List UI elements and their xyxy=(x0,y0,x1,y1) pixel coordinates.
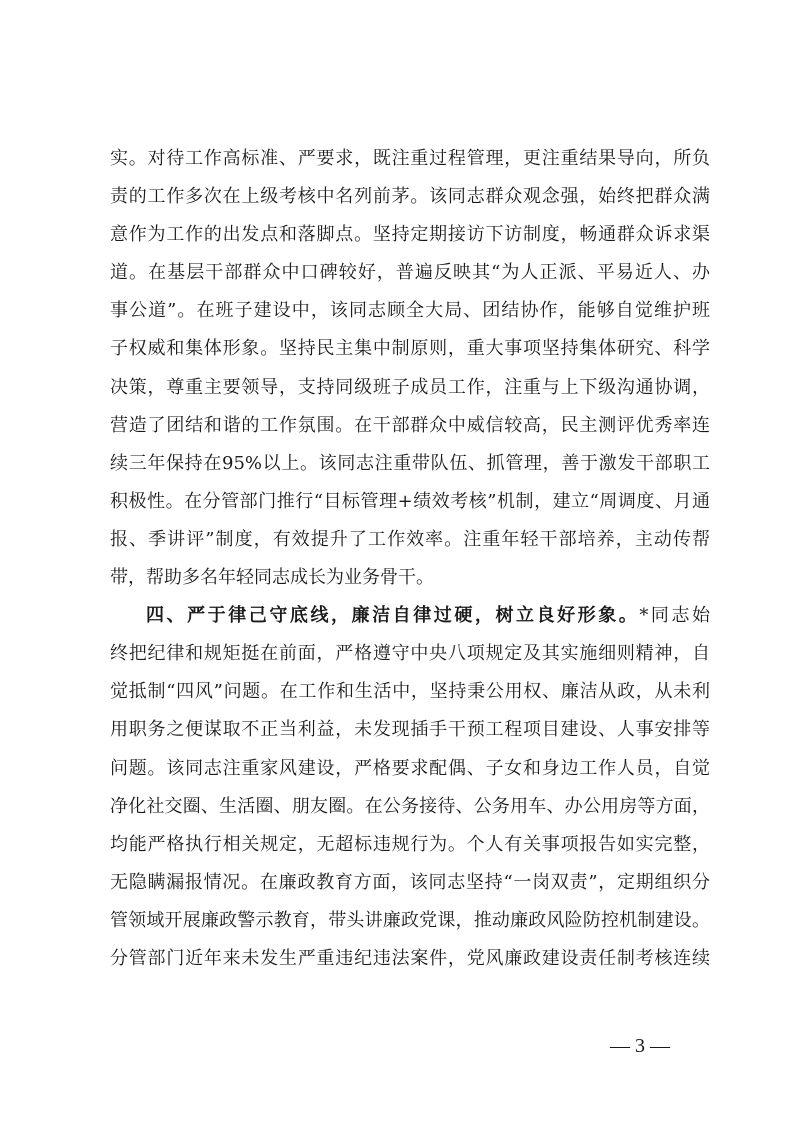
text-line: 觉抵制“四风”问题。在工作和生活中，坚持秉公用权、廉洁从政，从未利 xyxy=(110,681,710,703)
text-line: 责的工作多次在上级考核中名列前茅。该同志群众观念强，始终把群众满 xyxy=(110,186,710,208)
text-line: 无隐瞒漏报情况。在廉政教育方面，该同志坚持“一岗双责”，定期组织分 xyxy=(110,871,710,893)
text-line: 用职务之便谋取不正当利益，未发现插手干预工程项目建设、人事安排等 xyxy=(110,719,710,741)
text-line: 管领域开展廉政警示教育，带头讲廉政党课，推动廉政风险防控机制建设。 xyxy=(110,909,710,931)
section-heading: 四、严于律己守底线，廉洁自律过硬，树立良好形象。 xyxy=(146,605,640,627)
text-line: 终把纪律和规矩挺在前面，严格遵守中央八项规定及其实施细则精神，自 xyxy=(110,643,710,665)
text-line: 续三年保持在95%以上。该同志注重带队伍、抓管理，善于激发干部职工 xyxy=(110,452,710,474)
text-line: 净化社交圈、生活圈、朋友圈。在公务接待、公务用车、办公用房等方面， xyxy=(110,795,710,817)
text-line: 决策，尊重主要领导，支持同级班子成员工作，注重与上下级沟通协调， xyxy=(110,376,710,398)
text-line: 道。在基层干部群众中口碑较好，普遍反映其“为人正派、平易近人、办 xyxy=(110,262,710,284)
document-body xyxy=(110,140,710,978)
text-line: 意作为工作的出发点和落脚点。坚持定期接访下访制度，畅通群众诉求渠 xyxy=(110,224,710,246)
text-line: 问题。该同志注重家风建设，严格要求配偶、子女和身边工作人员，自觉 xyxy=(110,757,710,779)
page-number: — 3 — xyxy=(610,1035,670,1057)
text-line: 事公道”。在班子建设中，该同志顾全大局、团结协作，能够自觉维护班 xyxy=(110,300,710,322)
text-line: 实。对待工作高标准、严要求，既注重过程管理，更注重结果导向，所负 xyxy=(110,148,710,169)
text-line: 带，帮助多名年轻同志成长为业务骨干。 xyxy=(110,567,434,589)
section-heading-line xyxy=(110,597,710,635)
text-line: 分管部门近年来未发生严重违纪违法案件，党风廉政建设责任制考核连续 xyxy=(110,947,710,969)
section-heading-tail: *同志始 xyxy=(639,605,711,627)
text-line: 营造了团结和谐的工作氛围。在干部群众中威信较高，民主测评优秀率连 xyxy=(110,414,710,436)
text-line: 报、季讲评”制度，有效提升了工作效率。注重年轻干部培养，主动传帮 xyxy=(110,528,710,550)
text-line: 积极性。在分管部门推行“目标管理+绩效考核”机制，建立“周调度、月通 xyxy=(110,490,710,512)
text-line: 均能严格执行相关规定，无超标违规行为。个人有关事项报告如实完整， xyxy=(110,833,710,855)
text-line: 子权威和集体形象。坚持民主集中制原则，重大事项坚持集体研究、科学 xyxy=(110,338,710,360)
